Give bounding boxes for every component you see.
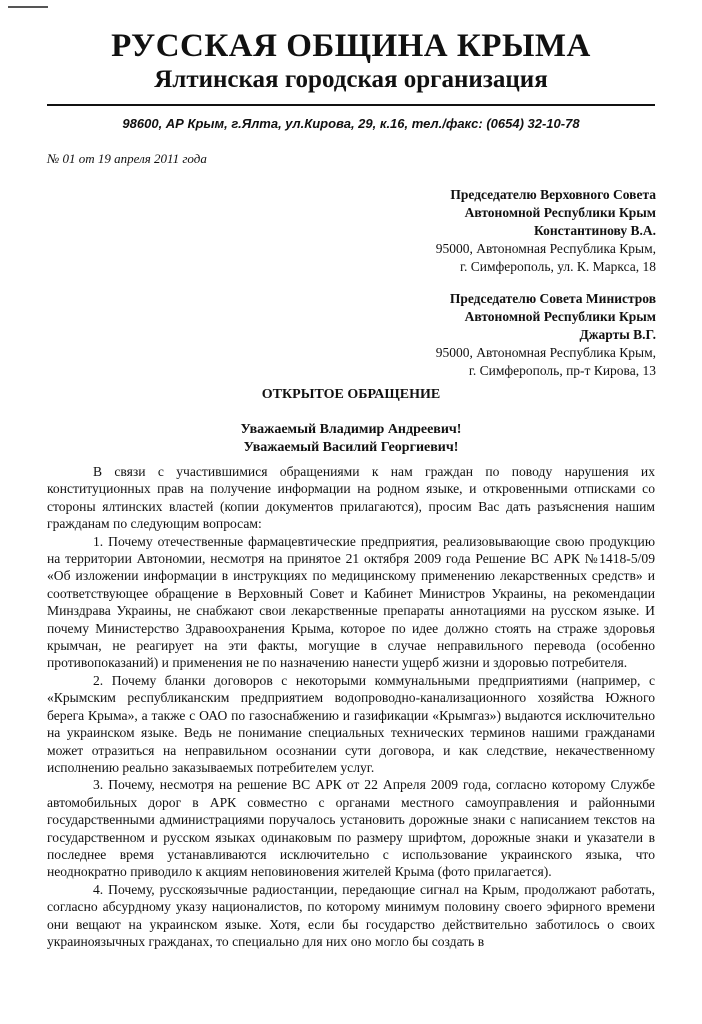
recipient-block-2 — [436, 290, 656, 380]
recipient-address-line: г. Симферополь, ул. К. Маркса, 18 — [460, 259, 656, 274]
recipient-address-line: г. Симферополь, пр-т Кирова, 13 — [468, 363, 656, 378]
recipient-name: Джарты В.Г. — [579, 327, 656, 342]
body-paragraph: 4. Почему, русскоязычные радиостанции, передающие сигнал на Крым, продолжают работать, согласно абсурдному указу националистов, по которому минимум половину своего эфирного времени они вещают на украинском языке. Хотя, если бы государство действительно заботилось о своих украиноязычных гражданах, то специально для них оно могло бы создать в — [47, 881, 655, 949]
body-paragraph: 2. Почему бланки договоров с некоторыми коммунальными предприятиями (например, с «Крымским республиканским предприятием водопроводно-канализационного хозяйства Южного берега Крыма», а также с ОАО по газоснабжению и газификации «Крымгаз») выдаются исключительно на украинском языке. Ведь не понимание специальных технических терминов нашими гражданами может отразиться на неправильном осознании сути договора, и как следствие, некачественному исполнению реально заказываемых потребителем услуг. — [47, 672, 655, 775]
org-address: 98600, АР Крым, г.Ялта, ул.Кирова, 29, к.16, тел./факс: (0654) 32-10-78 — [122, 116, 580, 131]
greeting-line: Уважаемый Владимир Андреевич! — [240, 422, 462, 437]
recipient-title: Председателю Верховного Совета — [450, 187, 656, 202]
document-number: № 01 от 19 апреля 2011 года — [47, 151, 207, 166]
recipient-block-1 — [436, 186, 656, 276]
scan-mark — [8, 6, 48, 8]
header-divider — [47, 104, 655, 106]
recipient-org: Автономной Республики Крым — [464, 205, 656, 220]
body-paragraph: 3. Почему, несмотря на решение ВС АРК от 22 Апреля 2009 года, согласно которому Службе автомобильных дорог в АРК совместно с органами местного самоуправления и районными государственными администрациями поручалось установить дорожные знаки с написанием текстов на государственном и русском языках одинаковым по размеру шрифтом, дорожные знаки и указатели в последнее время устанавливаются исключительно с использование украинского языка, что неоднократно приводило к акциям неповиновения жителей Крыма (фото прилагается). — [47, 777, 655, 880]
body-paragraph: 1. Почему отечественные фармацевтические предприятия, реализовывающие свою продукцию на территории Автономии, несмотря на принятое 21 октября 2009 года Решение ВС АРК №1418-5/09 «Об изложении информации в инструкциях по медицинскому применению лекарственных средств» и соответствующее обращение в Верховный Совет и Кабинет Министров Украины, на рекомендации Минздрава Украины, не снабжают свои лекарственные препараты аннотациями на русском языке. И почему Министерство Здравоохранения Крыма, которое по идее должно стоять на страже здоровья крымчан, не реагирует на эти факты, могущие в случае неправильного перевода (особенно противопоказаний) и применения не по назначению нанести ущерб жизни и здоровью потребителя. — [47, 533, 655, 671]
org-title: РУССКАЯ ОБЩИНА КРЫМА — [111, 28, 591, 64]
recipient-name: Константинову В.А. — [533, 223, 656, 238]
recipient-title: Председателю Совета Министров — [449, 291, 656, 306]
greeting-line: Уважаемый Василий Георгиевич! — [243, 440, 459, 455]
letter-body — [47, 463, 655, 950]
recipient-org: Автономной Республики Крым — [464, 309, 656, 324]
org-subtitle: Ялтинская городская организация — [154, 66, 548, 93]
recipient-address-line: 95000, Автономная Республика Крым, — [435, 241, 656, 256]
recipient-address-line: 95000, Автономная Республика Крым, — [435, 345, 656, 360]
document-heading: ОТКРЫТОЕ ОБРАЩЕНИЕ — [261, 387, 441, 402]
body-paragraph: В связи с участившимися обращениями к нам граждан по поводу нарушения их конституционных прав на получение информации на родном языке, и откровенными отписками со стороны ялтинских властей (копии документов прилагаются), просим Вас дать разъяснения нашим гражданам по следующим вопросам: — [47, 464, 655, 532]
